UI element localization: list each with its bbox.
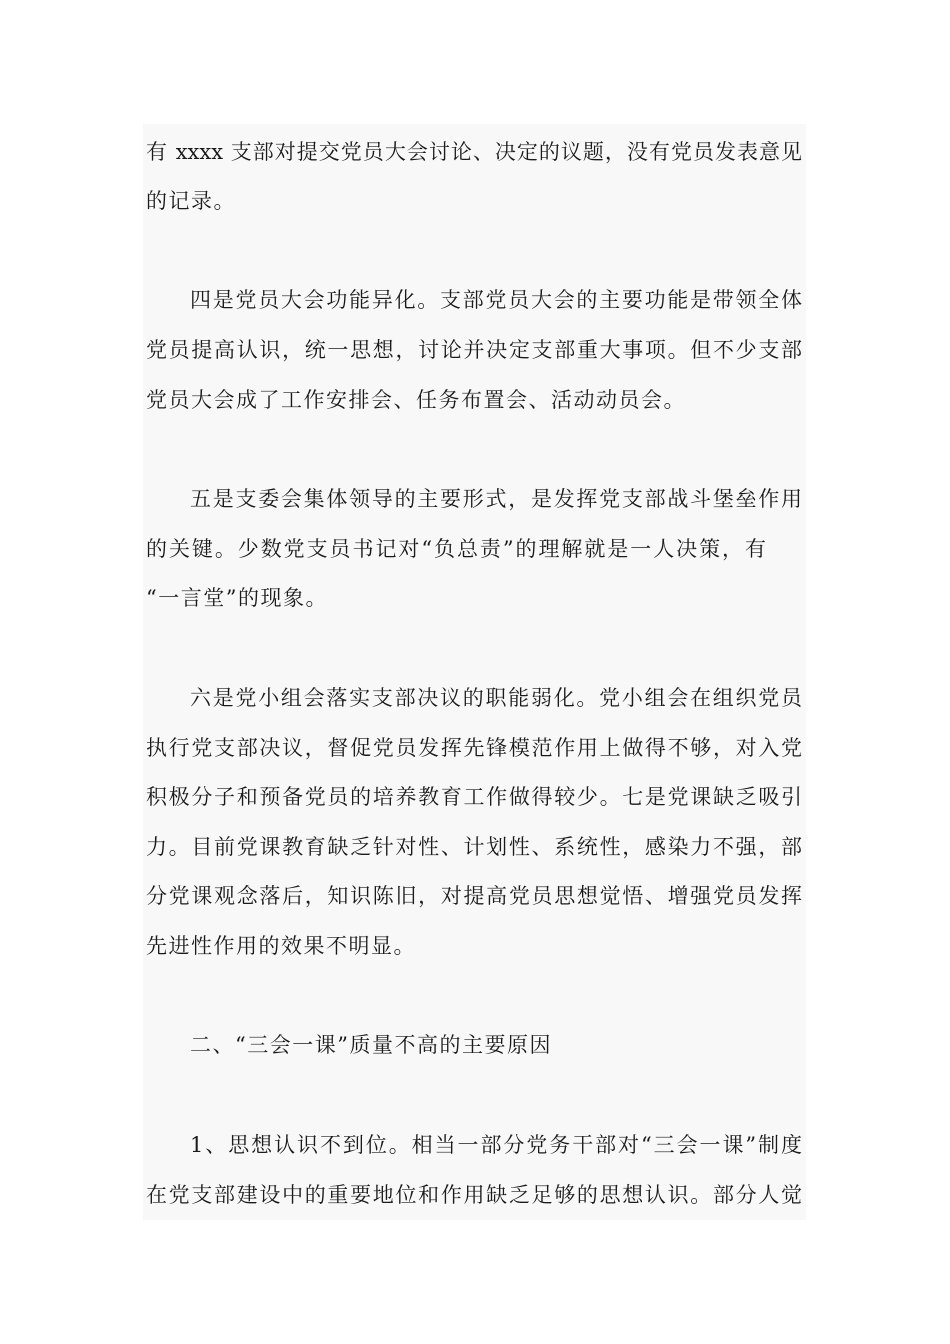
- paragraph-line: 党员提高认识，统一思想，讨论并决定支部重大事项。但不少支部: [146, 338, 802, 362]
- paragraph-line: 的记录。: [146, 189, 236, 213]
- paragraph-line: 的关键。少数党支员书记对“负总责”的理解就是一人决策，有: [146, 537, 766, 561]
- paragraph-line: 1、思想认识不到位。相当一部分党务干部对“三会一课”制度: [190, 1133, 802, 1157]
- paragraph-line: 先进性作用的效果不明显。: [146, 934, 416, 958]
- paragraph-line: 六是党小组会落实支部决议的职能弱化。党小组会在组织党员: [190, 686, 802, 710]
- paragraph-line: “一言堂”的现象。: [146, 586, 328, 610]
- paragraph-line: 有 xxxx 支部对提交党员大会讨论、决定的议题，没有党员发表意见: [146, 140, 802, 164]
- paragraph-line: 四是党员大会功能异化。支部党员大会的主要功能是带领全体: [190, 288, 802, 312]
- paragraph-line: 积极分子和预备党员的培养教育工作做得较少。七是党课缺乏吸引: [146, 785, 802, 809]
- paragraph-line: 在党支部建设中的重要地位和作用缺乏足够的思想认识。部分人觉: [146, 1183, 802, 1207]
- paragraph-line: 执行党支部决议，督促党员发挥先锋模范作用上做得不够，对入党: [146, 736, 802, 760]
- paragraph-line: 五是支委会集体领导的主要形式，是发挥党支部战斗堡垒作用: [190, 487, 802, 511]
- section-heading: 二、“三会一课”质量不高的主要原因: [190, 1033, 552, 1057]
- paragraph-line: 分党课观念落后，知识陈旧，对提高党员思想觉悟、增强党员发挥: [146, 884, 802, 908]
- paragraph-line: 党员大会成了工作安排会、任务布置会、活动动员会。: [146, 388, 686, 412]
- paragraph-line: 力。目前党课教育缺乏针对性、计划性、系统性，感染力不强，部: [146, 835, 802, 859]
